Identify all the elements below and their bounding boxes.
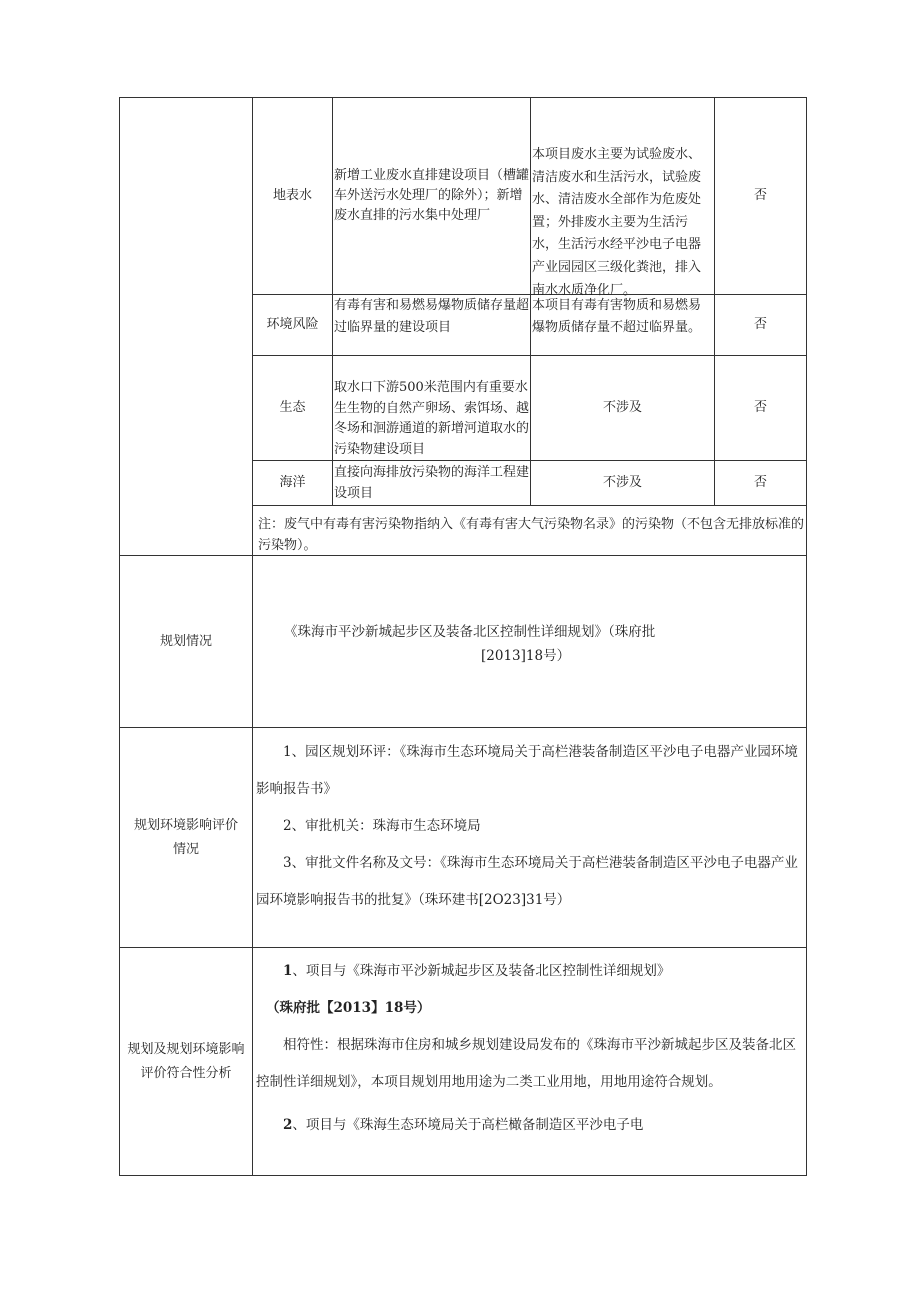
criterion-cell <box>334 462 529 505</box>
section-label-compliance <box>120 948 252 1175</box>
eia-item-2: 2、审批机关：珠海市生态环境局 <box>283 818 481 834</box>
result-cell <box>715 98 806 294</box>
factor-cell <box>253 356 332 460</box>
result-label: 否 <box>753 317 767 332</box>
result-label: 否 <box>753 475 767 490</box>
project-cell <box>532 144 713 298</box>
project-cell <box>532 356 713 460</box>
note-text: 注：废气中有毒有害污染物指纳入《有毒有害大气污染物名录》的污染物（不包含无排放标准的污染物）。 <box>258 517 805 553</box>
factor-cell <box>253 98 332 294</box>
section-label: 规划环境影响评价情况 <box>133 817 238 857</box>
criterion-text: 有毒有害和易燃易爆物质储存量超过临界量的建设项目 <box>334 298 530 335</box>
table-note <box>258 514 804 554</box>
section-label: 规划及规划环境影响评价符合性分析 <box>127 1041 245 1081</box>
result-label: 否 <box>753 400 767 415</box>
planning-eia-content <box>256 734 804 919</box>
compliance-item-1 <box>256 953 804 990</box>
project-cell <box>532 295 713 355</box>
eia-item-3: 3、审批文件名称及文号：《珠海市生态环境局关于高栏港装备制造区平沙电子电器产业园环境影响报告书的批复》（珠环建书[2O23]31号） <box>256 855 798 908</box>
row-divider <box>252 505 807 506</box>
item-title: 、项目与《珠海市平沙新城起步区及装备北区控制性详细规划》 <box>292 963 671 979</box>
project-cell <box>532 461 713 505</box>
planning-line-1: 《珠海市平沙新城起步区及装备北区控制性详细规划》（珠府批 <box>284 624 656 640</box>
column-divider <box>332 97 333 505</box>
section-label-planning <box>120 556 252 727</box>
eia-item-1: 1、园区规划环评：《珠海市生态环境局关于高栏港装备制造区平沙电子电器产业园环境影响报告书》 <box>256 744 798 797</box>
factor-label: 海洋 <box>279 475 306 490</box>
criterion-text: 直接向海排放污染物的海洋工程建设项目 <box>334 465 530 501</box>
criterion-cell <box>334 98 529 294</box>
table-bottom-border <box>119 1175 807 1176</box>
planning-line-2: [2013]18号） <box>481 648 571 664</box>
item-title: 、项目与《珠海生态环境局关于高栏橄备制造区平沙电子电 <box>292 1117 644 1133</box>
table-right-border <box>806 97 807 1176</box>
criterion-text: 取水口下游500米范围内有重要水生生物的自然产卵场、索饵场、越冬场和洄游通道的新增河道取水的污染物建设项目 <box>334 380 530 457</box>
compliance-content <box>256 953 804 1144</box>
factor-cell <box>253 295 332 355</box>
factor-label: 环境风险 <box>266 317 319 332</box>
section-label: 规划情况 <box>159 633 212 649</box>
column-divider <box>530 97 531 505</box>
result-cell <box>715 356 806 460</box>
compliance-item-2 <box>256 1107 804 1144</box>
project-text: 本项目有毒有害物质和易燃易爆物质储存量不超过临界量。 <box>532 298 702 335</box>
project-text: 不涉及 <box>602 475 642 490</box>
section-label-planning-eia <box>120 728 252 947</box>
compliance-item-1-ref: （珠府批【2013】18号） <box>266 1000 431 1016</box>
criterion-cell <box>334 295 529 355</box>
planning-content <box>253 556 806 727</box>
project-text: 本项目废水主要为试验废水、清洁废水和生活污水，试验废水、清洁废水全部作为危废处置；外排废水主要为生活污水，生活污水经平沙电子电器产业园园区三级化粪池，排入南水水质净化厂。 <box>532 147 702 298</box>
item-number: 2 <box>283 1117 293 1133</box>
factor-label: 地表水 <box>272 188 312 203</box>
factor-label: 生态 <box>279 400 306 415</box>
criterion-cell <box>334 378 529 460</box>
factor-cell <box>253 461 332 505</box>
result-label: 否 <box>753 188 767 203</box>
result-cell <box>715 295 806 355</box>
result-cell <box>715 461 806 505</box>
project-text: 不涉及 <box>602 400 642 415</box>
criterion-text: 新增工业废水直排建设项目（槽罐车外送污水处理厂的除外）；新增废水直排的污水集中处理厂 <box>334 168 530 223</box>
item-number: 1 <box>283 963 293 979</box>
compliance-item-1-body: 相符性：根据珠海市住房和城乡规划建设局发布的《珠海市平沙新城起步区及装备北区控制性详细规划》，本项目规划用地用途为二类工业用地，用地用途符合规划。 <box>256 1037 796 1090</box>
